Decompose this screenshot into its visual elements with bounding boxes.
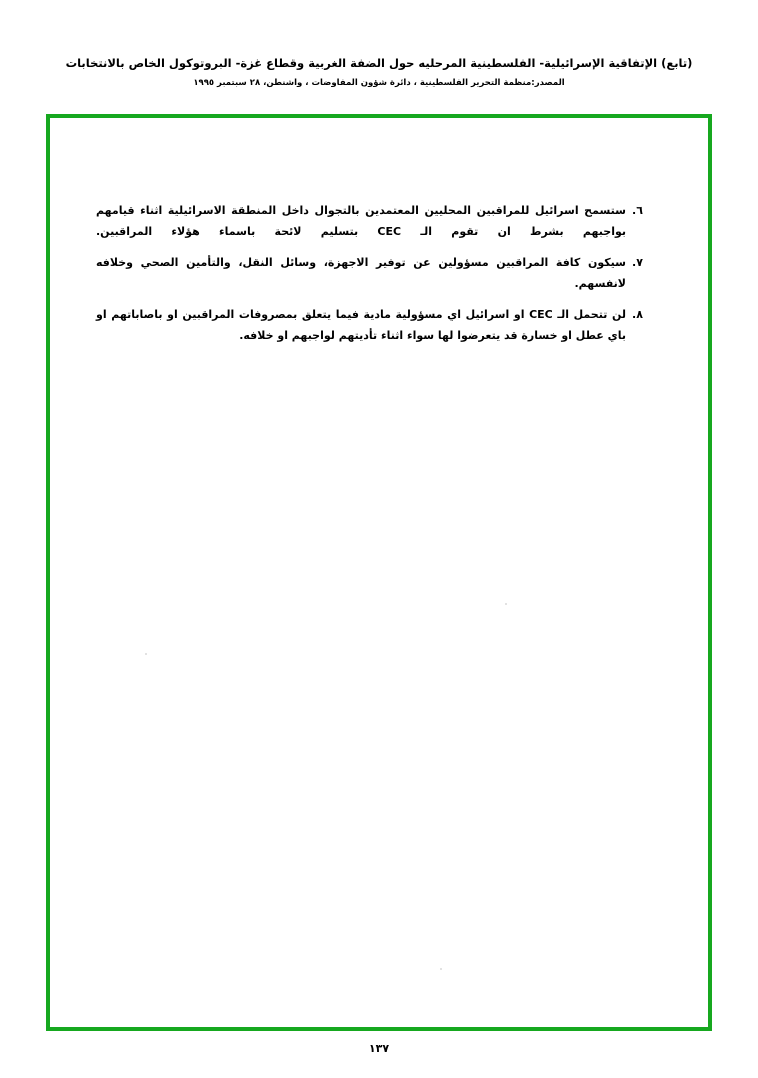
list-item-text: سيكون كافة المراقبين مسؤولين عن توفير الاجهزة، وسائل النقل، والتأمين الصحي وخلافه لانفسهم. [96, 255, 626, 291]
list-item-number: ٨. [632, 307, 643, 321]
document-header [0, 55, 758, 88]
page-number: ١٣٧ [368, 1042, 390, 1055]
list-item-text: لن تتحمل الـ CEC او اسرائيل اي مسؤولية مادية فيما يتعلق بمصروفات المراقبين او باصاباتهم او باي عطل او خسارة قد يتعرضوا لها سواء اثناء تأديتهم لواجبهم او خلافه. [96, 307, 626, 343]
source-line: المصدر:منظمة التحرير الفلسطينية ، دائرة شؤون المفاوضات ، واشنطن، ٢٨ سبتمبر ١٩٩٥ [193, 78, 565, 89]
list-item-text: ستسمح اسرائيل للمراقبين المحليين المعتمدين بالتجوال داخل المنطقة الاسرائيلية اثناء قيامهم بواجبهم بشرط ان تقوم الـ CEC بتسليم لائحة باسماء هؤلاء المراقبين. [96, 204, 626, 239]
list-item [96, 304, 662, 347]
list-item [96, 200, 662, 243]
list-item [96, 252, 662, 295]
numbered-list [96, 200, 662, 356]
list-item-number: ٦. [632, 204, 643, 217]
scan-speckle [505, 603, 507, 605]
document-footer [0, 1037, 758, 1056]
page-title: (تابع) الإتفاقية الإسرائيلية- الفلسطينية المرحليه حول الضفة الغربية وقطاع غزة- البروتوكول الخاص بالانتخابات [65, 56, 693, 70]
list-item-number: ٧. [632, 255, 643, 269]
scan-speckle [145, 653, 147, 655]
scan-speckle [440, 968, 442, 970]
content-frame [46, 114, 712, 1031]
